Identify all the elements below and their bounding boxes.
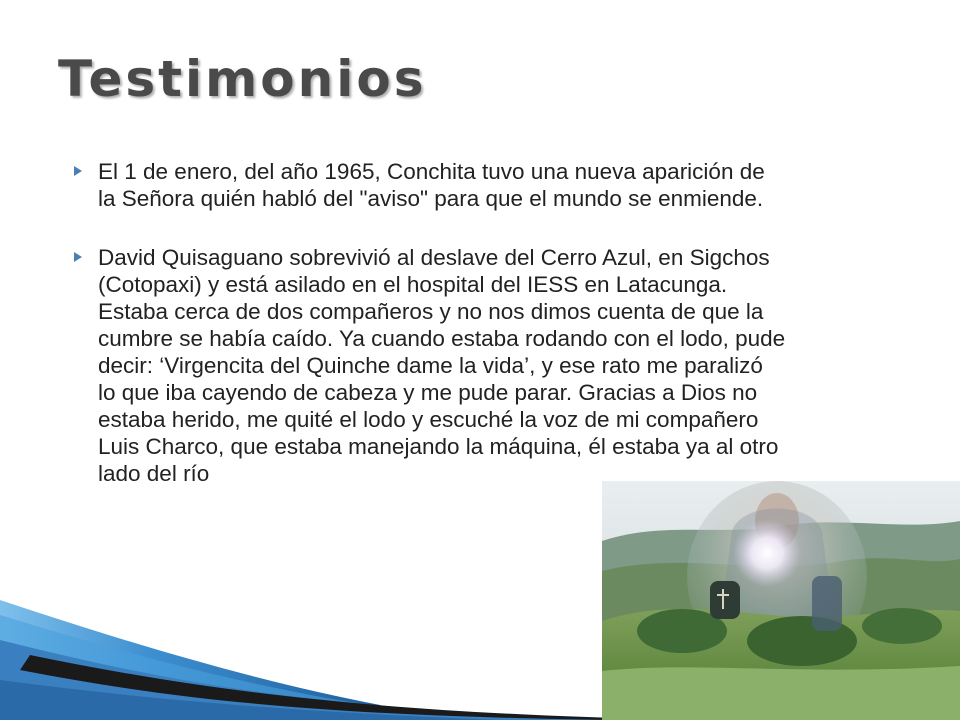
- slide-title: Testimonios: [58, 50, 427, 108]
- bullet-line: lo que iba cayendo de cabeza y me pude parar. Gracias a Dios no: [98, 380, 758, 405]
- bullet-line: la Señora quién habló del "aviso" para que el mundo se enmiende.: [98, 186, 764, 211]
- apparition-photo: [602, 481, 960, 720]
- triangle-bullet-icon: [74, 166, 82, 176]
- bullet-line: David Quisaguano sobrevivió al deslave del Cerro Azul, en Sigchos: [98, 245, 770, 270]
- bullet-line: (Cotopaxi) y está asilado en el hospital del IESS en Latacunga.: [98, 272, 728, 297]
- bullet-item: [70, 244, 915, 487]
- bullet-line: Luis Charco, que estaba manejando la máquina, él estaba ya al otro: [98, 434, 779, 459]
- bullet-line: cumbre se había caído. Ya cuando estaba rodando con el lodo, pude: [98, 326, 786, 351]
- bullet-line: estaba herido, me quité el lodo y escuché la voz de mi compañero: [98, 407, 759, 432]
- bullet-line: decir: ‘Virgencita del Quinche dame la vida’, y ese rato me paralizó: [98, 353, 763, 378]
- bullet-item: [70, 158, 915, 212]
- bullet-line: El 1 de enero, del año 1965, Conchita tuvo una nueva aparición de: [98, 159, 765, 184]
- slide-content: [70, 158, 915, 519]
- triangle-bullet-icon: [74, 252, 82, 262]
- decorative-sweep: [0, 560, 620, 720]
- bullet-line: lado del río: [98, 461, 210, 486]
- bullet-line: Estaba cerca de dos compañeros y no nos dimos cuenta de que la: [98, 299, 764, 324]
